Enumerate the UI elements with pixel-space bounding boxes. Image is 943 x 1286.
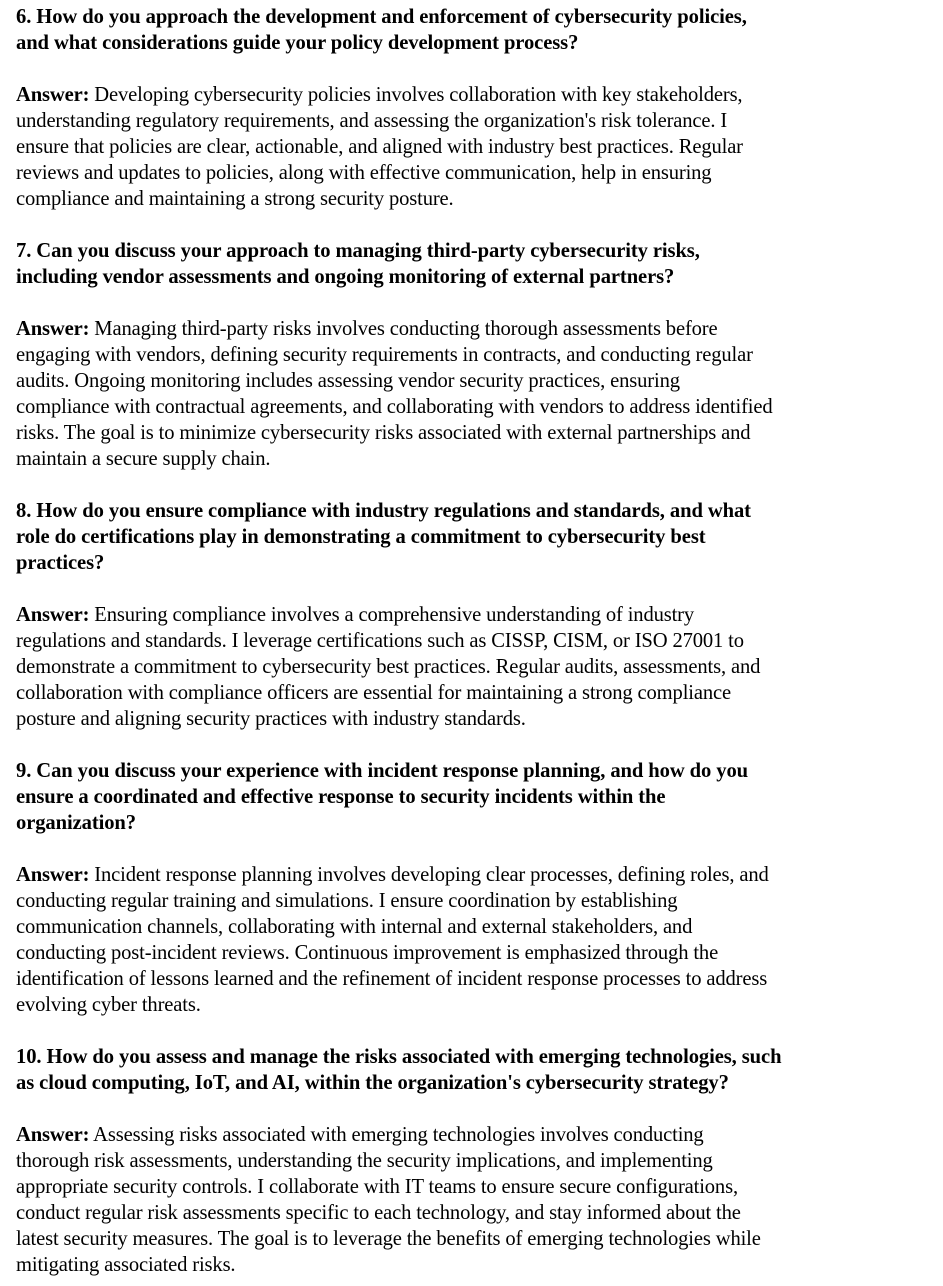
- answer-line: compliance and maintaining a strong security posture.: [16, 188, 454, 210]
- answer-line: appropriate security controls. I collaborate with IT teams to ensure secure configurations,: [16, 1176, 738, 1198]
- answer-label: Answer:: [16, 604, 90, 626]
- answer-label: Answer:: [16, 318, 90, 340]
- answer-line: posture and aligning security practices with industry standards.: [16, 708, 526, 730]
- question-line: ensure a coordinated and effective response to security incidents within the: [16, 786, 666, 808]
- answer-line: [16, 316, 931, 342]
- answer-line: maintain a secure supply chain.: [16, 448, 271, 470]
- answer-line: conducting regular training and simulations. I ensure coordination by establishing: [16, 890, 678, 912]
- answer-line: evolving cyber threats.: [16, 994, 201, 1016]
- answer-line: understanding regulatory requirements, and assessing the organization's risk tolerance. I: [16, 110, 728, 132]
- answer-line: risks. The goal is to minimize cybersecurity risks associated with external partnerships and: [16, 422, 751, 444]
- qa-item-10: [16, 1044, 931, 1278]
- qa-item-6: [16, 4, 931, 212]
- answer-line: communication channels, collaborating with internal and external stakeholders, and: [16, 916, 693, 938]
- answer-line: [16, 602, 931, 628]
- question-line: role do certifications play in demonstrating a commitment to cybersecurity best: [16, 526, 706, 548]
- answer-label: Answer:: [16, 1124, 90, 1146]
- answer-line: engaging with vendors, defining security requirements in contracts, and conducting regular: [16, 344, 753, 366]
- answer-line: ensure that policies are clear, actionable, and aligned with industry best practices. Regular: [16, 136, 743, 158]
- answer-7: [16, 316, 931, 472]
- answer-text: Assessing risks associated with emerging technologies involves conducting: [89, 1124, 704, 1146]
- answer-8: [16, 602, 931, 732]
- question-9: [16, 758, 931, 836]
- answer-line: demonstrate a commitment to cybersecurity best practices. Regular audits, assessments, and: [16, 656, 761, 678]
- question-line: as cloud computing, IoT, and AI, within the organization's cybersecurity strategy?: [16, 1072, 729, 1094]
- answer-line: [16, 1122, 931, 1148]
- answer-line: compliance with contractual agreements, and collaborating with vendors to address identified: [16, 396, 773, 418]
- answer-label: Answer:: [16, 84, 90, 106]
- answer-line: conducting post-incident reviews. Continuous improvement is emphasized through the: [16, 942, 719, 964]
- answer-line: mitigating associated risks.: [16, 1254, 236, 1276]
- answer-text: Ensuring compliance involves a comprehensive understanding of industry: [89, 604, 695, 626]
- answer-9: [16, 862, 931, 1018]
- question-10: [16, 1044, 931, 1096]
- answer-line: thorough risk assessments, understanding the security implications, and implementing: [16, 1150, 713, 1172]
- question-line: including vendor assessments and ongoing monitoring of external partners?: [16, 266, 675, 288]
- qa-item-9: [16, 758, 931, 1018]
- question-6: [16, 4, 931, 56]
- answer-line: [16, 82, 931, 108]
- answer-line: identification of lessons learned and the refinement of incident response processes to address: [16, 968, 768, 990]
- question-line: 6. How do you approach the development and enforcement of cybersecurity policies,: [16, 6, 747, 28]
- answer-text: Managing third-party risks involves conducting thorough assessments before: [89, 318, 718, 340]
- answer-line: reviews and updates to policies, along with effective communication, help in ensuring: [16, 162, 712, 184]
- answer-line: collaboration with compliance officers are essential for maintaining a strong compliance: [16, 682, 731, 704]
- question-line: and what considerations guide your policy development process?: [16, 32, 579, 54]
- answer-6: [16, 82, 931, 212]
- answer-line: latest security measures. The goal is to leverage the benefits of emerging technologies while: [16, 1228, 761, 1250]
- qa-item-7: [16, 238, 931, 472]
- question-line: 9. Can you discuss your experience with incident response planning, and how do you: [16, 760, 748, 782]
- answer-10: [16, 1122, 931, 1278]
- question-line: organization?: [16, 812, 136, 834]
- answer-line: regulations and standards. I leverage certifications such as CISSP, CISM, or ISO 27001 to: [16, 630, 744, 652]
- answer-line: conduct regular risk assessments specific to each technology, and stay informed about the: [16, 1202, 741, 1224]
- answer-line: audits. Ongoing monitoring includes assessing vendor security practices, ensuring: [16, 370, 680, 392]
- question-line: practices?: [16, 552, 105, 574]
- answer-line: [16, 862, 931, 888]
- question-line: 7. Can you discuss your approach to managing third-party cybersecurity risks,: [16, 240, 700, 262]
- question-line: 10. How do you assess and manage the risks associated with emerging technologies, such: [16, 1046, 782, 1068]
- answer-text: Developing cybersecurity policies involves collaboration with key stakeholders,: [89, 84, 743, 106]
- question-7: [16, 238, 931, 290]
- answer-label: Answer:: [16, 864, 90, 886]
- question-line: 8. How do you ensure compliance with industry regulations and standards, and what: [16, 500, 751, 522]
- qa-item-8: [16, 498, 931, 732]
- answer-text: Incident response planning involves developing clear processes, defining roles, and: [89, 864, 769, 886]
- question-8: [16, 498, 931, 576]
